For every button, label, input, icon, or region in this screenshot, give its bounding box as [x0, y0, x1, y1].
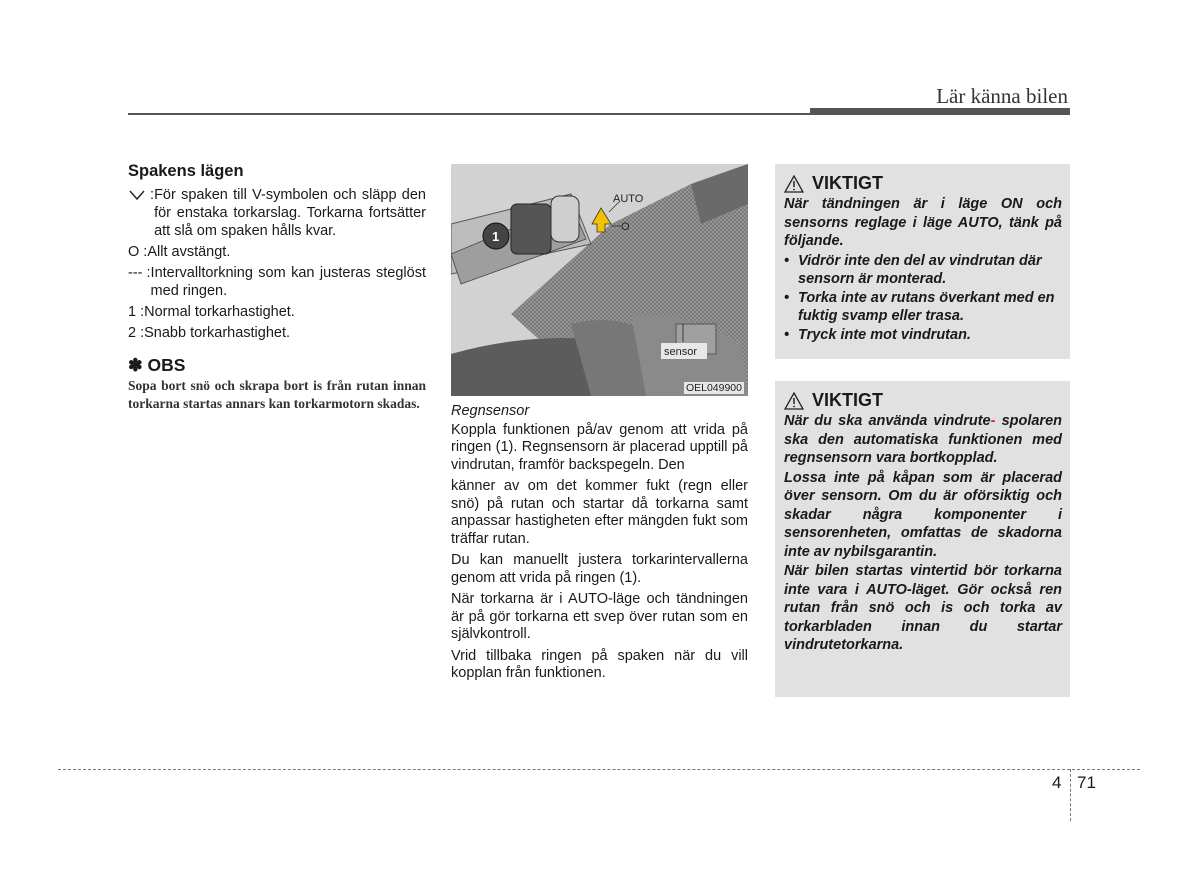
rain-sensor-title: Regnsensor: [451, 403, 530, 419]
paragraph: känner av om det kommer fukt (regn eller snö) på rutan och startar då torkarna samt anpassar hastigheten efter mängden fukt som träffar rutan.: [451, 478, 748, 547]
warning-box-2: [775, 381, 1070, 697]
entry-v-symbol: [128, 186, 426, 240]
left-column: [128, 162, 426, 412]
warning-paragraph: När du ska använda vindrute- spolaren ska den automatiska funktionen med regnsensorn vara bortkopplad.: [784, 413, 1062, 466]
wiper-lever-illustration: [451, 164, 748, 396]
entry-key: O :: [128, 244, 148, 260]
page-header-title: Lär känna bilen: [936, 84, 1068, 108]
list-item: • Tryck inte mot vindrutan.: [784, 326, 971, 343]
entry-text: Intervalltorkning som kan justeras steglöst med ringen.: [150, 265, 426, 299]
sensor-label: sensor: [664, 346, 698, 358]
warning-intro: När tändningen är i läge ON och sensorns reglage i läge AUTO, tänk på följande.: [784, 196, 1062, 249]
entry-text: Normal torkarhastighet.: [144, 304, 295, 320]
list-item: • Vidrör inte den del av vindrutan där sensorn är monterad.: [784, 252, 1042, 287]
obs-title: ✽ OBS: [128, 355, 186, 375]
entry-key: :: [146, 187, 155, 203]
entry-key: 1 :: [128, 304, 145, 320]
auto-label: AUTO: [613, 193, 644, 205]
entry-interval: [128, 264, 426, 300]
entry-normal: [128, 303, 426, 321]
entry-key: 2 :: [128, 325, 145, 341]
section-title: Spakens lägen: [128, 162, 244, 180]
paragraph: Koppla funktionen på/av genom att vrida på ringen (1). Regnsensorn är placerad upptill på vindrutan, framför backspegeln. Den: [451, 421, 748, 473]
ring-number-label: 1: [492, 229, 500, 244]
warning-paragraph: När bilen startas vintertid bör torkarna inte vara i AUTO-läget. Gör också ren rutan från snö och is och torka av torkarbladen innan du startar vindrutetorkarna.: [784, 563, 1062, 653]
footer-vertical-divider: [1070, 769, 1071, 821]
entry-text: Snabb torkarhastighet.: [144, 325, 291, 341]
warning-triangle-icon: [784, 175, 804, 193]
v-symbol-icon: [128, 189, 146, 201]
footer-divider: [58, 769, 1140, 770]
paragraph: När torkarna är i AUTO-läge och tändningen är på gör torkarna ett svep över rutan som en självkontroll.: [451, 591, 748, 642]
wiper-lever-drawing: [451, 164, 748, 396]
figure-code: OEL049900: [685, 382, 742, 394]
warning-paragraph: Lossa inte på kåpan som är placerad över sensorn. Om du är oförsiktig och skadar några komponenter i sensorenheten, omfattas de skadorna inte av nybilsgarantin.: [784, 469, 1062, 560]
entry-text: För spaken till V-symbolen och släpp den för enstaka torkarslag. Torkarna fortsätter att slå om spaken hålls kvar.: [154, 187, 426, 239]
header-rule-thin: [128, 113, 810, 115]
warning-title: VIKTIGT: [812, 173, 883, 193]
entry-key: --- :: [128, 265, 151, 281]
off-label: O: [621, 221, 630, 233]
entry-off: [128, 243, 426, 261]
warning-triangle-icon: [784, 392, 804, 410]
header-rule-thick: [810, 108, 1070, 115]
list-item: • Torka inte av rutans överkant med en fuktig svamp eller trasa.: [784, 289, 1055, 324]
entry-fast: [128, 324, 426, 342]
page-number: 71: [1077, 773, 1096, 792]
paragraph: Du kan manuellt justera torkarintervallerna genom att vrida på ringen (1).: [451, 552, 748, 586]
paragraph: Vrid tillbaka ringen på spaken när du vill kopplan från funktionen.: [451, 647, 748, 681]
warning-box-1: [775, 164, 1070, 359]
entry-text: Allt avstängt.: [147, 244, 231, 260]
middle-column: [451, 403, 748, 687]
chapter-number: 4: [1052, 773, 1062, 792]
warning-bullets: [784, 252, 1062, 345]
warning-title: VIKTIGT: [812, 390, 883, 410]
obs-text: Sopa bort snö och skrapa bort is från rutan innan torkarna startas annars kan torkarmotorn skadas.: [128, 378, 426, 411]
